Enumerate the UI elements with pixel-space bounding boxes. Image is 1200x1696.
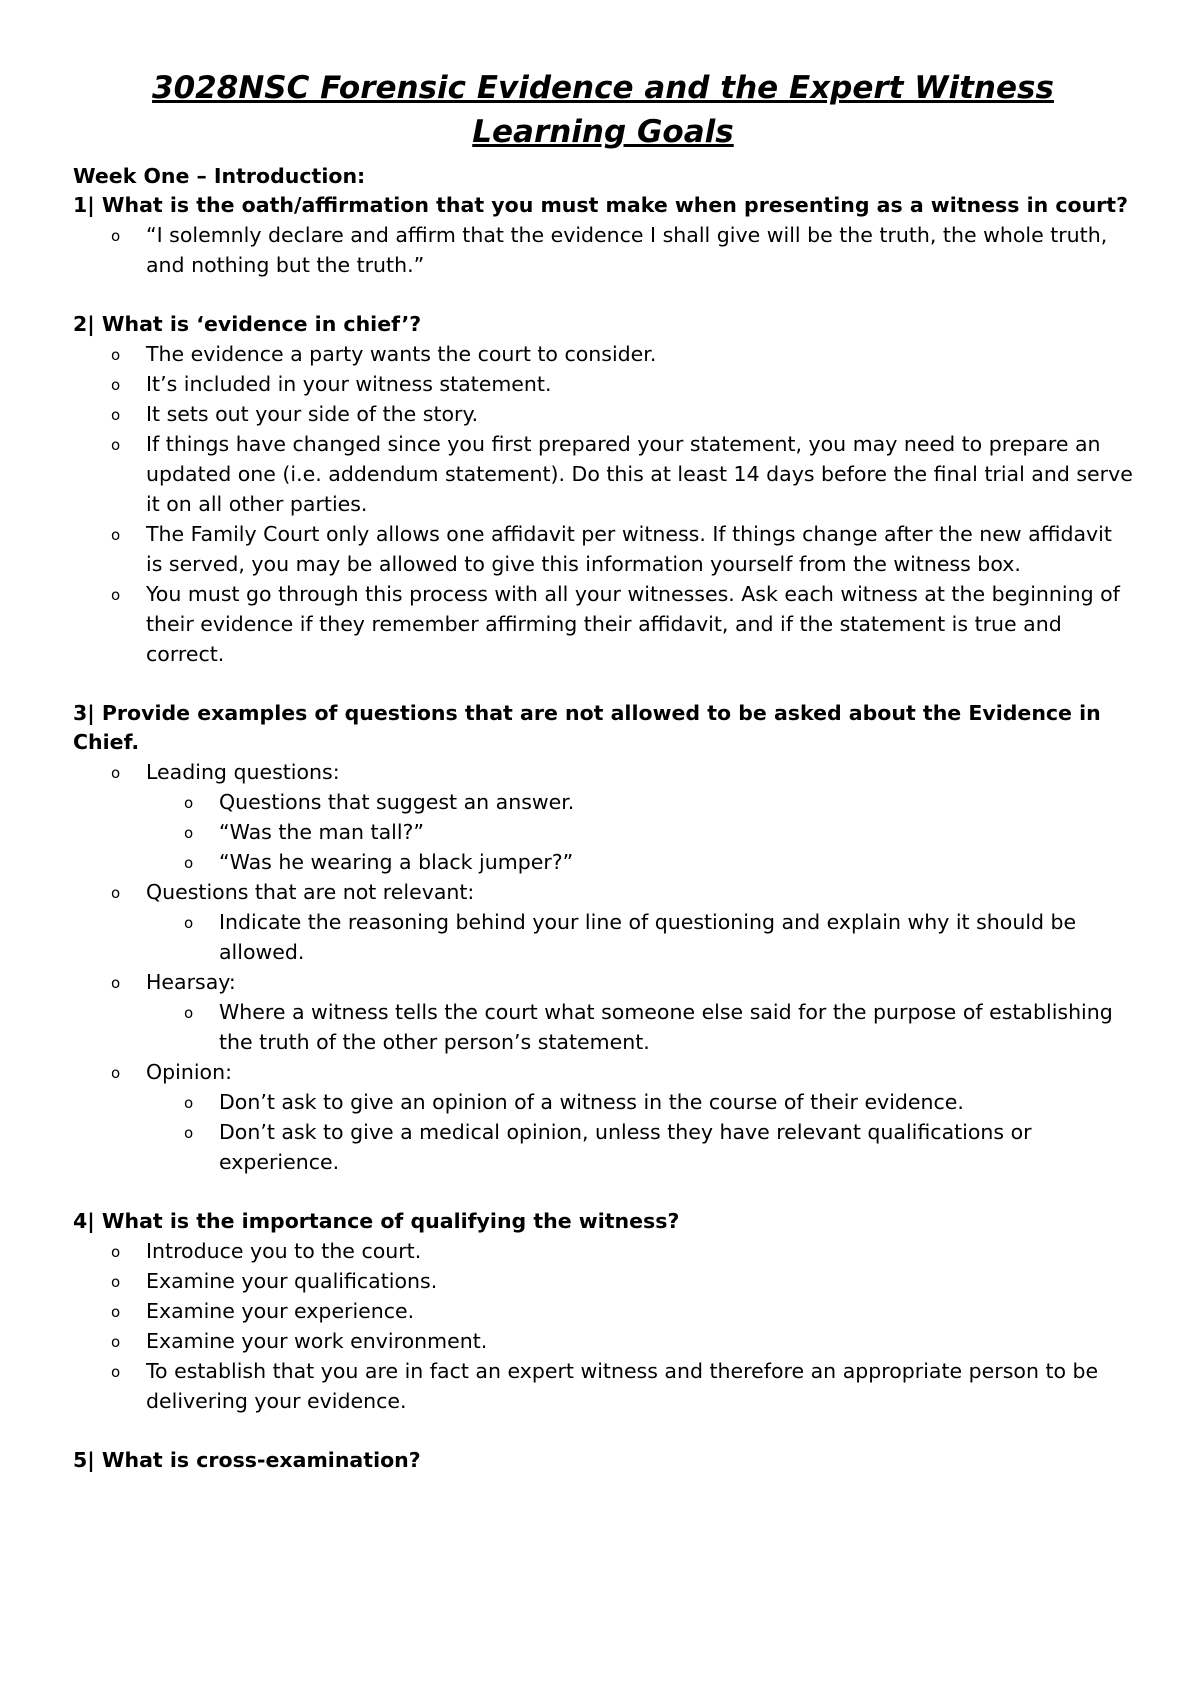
list-item bbox=[73, 757, 1133, 787]
list-item-text: “Was the man tall?” bbox=[219, 820, 425, 844]
list-item bbox=[73, 1326, 1133, 1356]
list-item-text: Questions that suggest an answer. bbox=[219, 790, 575, 814]
list-item-text: It sets out your side of the story. bbox=[146, 402, 479, 426]
list-item-text: If things have changed since you first prepared your statement, you may need to prepare an updated one (i.e. addendum statement). Do this at least 14 days before the final trial and serve it on all other parties. bbox=[146, 432, 1133, 516]
bullet-icon: o bbox=[111, 406, 121, 424]
list-item-text: Examine your experience. bbox=[146, 1299, 415, 1323]
bullet-icon: o bbox=[111, 764, 121, 782]
bullet-icon: o bbox=[184, 824, 194, 842]
bullet-icon: o bbox=[111, 1273, 121, 1291]
list-item bbox=[73, 429, 1133, 519]
list-item-text: Don’t ask to give a medical opinion, unless they have relevant qualifications or experience. bbox=[219, 1120, 1032, 1174]
bullet-icon: o bbox=[111, 1303, 121, 1321]
list-item-text: “I solemnly declare and affirm that the evidence I shall give will be the truth, the whole truth, and nothing but the truth.” bbox=[146, 223, 1108, 277]
sub-list-item bbox=[73, 787, 1133, 817]
list-item-text: The evidence a party wants the court to consider. bbox=[146, 342, 657, 366]
title-line-2: Learning Goals bbox=[472, 114, 734, 150]
answer-list bbox=[73, 339, 1133, 669]
questions-container bbox=[73, 191, 1133, 1475]
list-item bbox=[73, 519, 1133, 579]
bullet-icon: o bbox=[111, 227, 121, 245]
list-item bbox=[73, 1057, 1133, 1087]
answer-list bbox=[73, 1236, 1133, 1416]
list-item-text: Examine your work environment. bbox=[146, 1329, 488, 1353]
title-line-1: 3028NSC Forensic Evidence and the Expert Witness bbox=[152, 70, 1054, 106]
question-section-5 bbox=[73, 1446, 1133, 1475]
bullet-icon: o bbox=[111, 586, 121, 604]
list-item bbox=[73, 339, 1133, 369]
list-item-text: Indicate the reasoning behind your line of questioning and explain why it should be allowed. bbox=[219, 910, 1077, 964]
question-heading: 3| Provide examples of questions that are not allowed to be asked about the Evidence in Chief. bbox=[73, 701, 1101, 754]
list-item-text: To establish that you are in fact an expert witness and therefore an appropriate person to be delivering your evidence. bbox=[146, 1359, 1099, 1413]
question-section-3 bbox=[73, 699, 1133, 1177]
question-heading: 1| What is the oath/affirmation that you must make when presenting as a witness in court? bbox=[73, 193, 1128, 217]
bullet-icon: o bbox=[111, 1363, 121, 1381]
bullet-icon: o bbox=[111, 974, 121, 992]
list-item bbox=[73, 369, 1133, 399]
sub-list-item bbox=[73, 907, 1133, 967]
answer-list bbox=[73, 220, 1133, 280]
list-item-text: The Family Court only allows one affidavit per witness. If things change after the new affidavit is served, you may be allowed to give this information yourself from the witness box. bbox=[146, 522, 1112, 576]
sub-list-item bbox=[73, 997, 1133, 1057]
list-item-text: Hearsay: bbox=[146, 970, 236, 994]
question-section-2 bbox=[73, 310, 1133, 669]
list-item bbox=[73, 220, 1133, 280]
sub-list-item bbox=[73, 847, 1133, 877]
bullet-icon: o bbox=[184, 1094, 194, 1112]
list-item bbox=[73, 1236, 1133, 1266]
section-spacer bbox=[73, 1416, 1133, 1446]
bullet-icon: o bbox=[111, 376, 121, 394]
bullet-icon: o bbox=[184, 1124, 194, 1142]
bullet-icon: o bbox=[184, 1004, 194, 1022]
bullet-icon: o bbox=[184, 794, 194, 812]
list-item bbox=[73, 1296, 1133, 1326]
sub-list-item bbox=[73, 1087, 1133, 1117]
bullet-icon: o bbox=[184, 914, 194, 932]
list-item bbox=[73, 1266, 1133, 1296]
bullet-icon: o bbox=[111, 884, 121, 902]
question-heading: 5| What is cross-examination? bbox=[73, 1448, 421, 1472]
answer-list bbox=[73, 757, 1133, 1177]
section-spacer bbox=[73, 1177, 1133, 1207]
document-page bbox=[73, 66, 1133, 1475]
sub-list-item bbox=[73, 817, 1133, 847]
list-item-text: Opinion: bbox=[146, 1060, 232, 1084]
question-heading: 4| What is the importance of qualifying the witness? bbox=[73, 1209, 680, 1233]
week-heading: Week One – Introduction: bbox=[73, 164, 366, 188]
question-heading: 2| What is ‘evidence in chief’? bbox=[73, 312, 422, 336]
list-item-text: Don’t ask to give an opinion of a witness in the course of their evidence. bbox=[219, 1090, 964, 1114]
list-item-text: Where a witness tells the court what someone else said for the purpose of establishing the truth of the other person’s statement. bbox=[219, 1000, 1113, 1054]
section-spacer bbox=[73, 280, 1133, 310]
list-item bbox=[73, 967, 1133, 997]
question-section-4 bbox=[73, 1207, 1133, 1416]
list-item-text: You must go through this process with all your witnesses. Ask each witness at the beginning of their evidence if they remember affirming their affidavit, and if the statement is true and correct. bbox=[146, 582, 1120, 666]
list-item bbox=[73, 1356, 1133, 1416]
list-item-text: Leading questions: bbox=[146, 760, 340, 784]
list-item-text: “Was he wearing a black jumper?” bbox=[219, 850, 574, 874]
sub-list-item bbox=[73, 1117, 1133, 1177]
list-item bbox=[73, 399, 1133, 429]
bullet-icon: o bbox=[111, 1064, 121, 1082]
bullet-icon: o bbox=[111, 1333, 121, 1351]
list-item-text: Examine your qualifications. bbox=[146, 1269, 438, 1293]
document-title bbox=[73, 66, 1133, 154]
list-item bbox=[73, 877, 1133, 907]
question-section-1 bbox=[73, 191, 1133, 280]
bullet-icon: o bbox=[111, 1243, 121, 1261]
bullet-icon: o bbox=[184, 854, 194, 872]
list-item-text: It’s included in your witness statement. bbox=[146, 372, 552, 396]
section-spacer bbox=[73, 669, 1133, 699]
bullet-icon: o bbox=[111, 526, 121, 544]
list-item-text: Introduce you to the court. bbox=[146, 1239, 422, 1263]
bullet-icon: o bbox=[111, 346, 121, 364]
bullet-icon: o bbox=[111, 436, 121, 454]
list-item bbox=[73, 579, 1133, 669]
list-item-text: Questions that are not relevant: bbox=[146, 880, 475, 904]
